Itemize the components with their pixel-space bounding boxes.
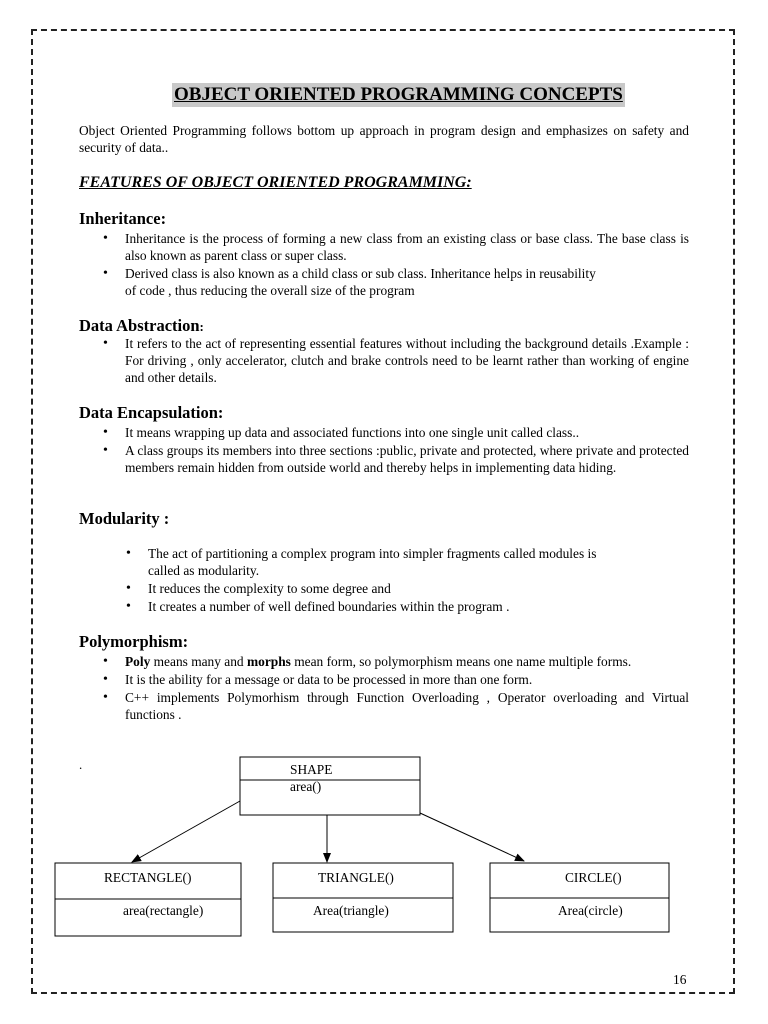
- poly-text-2: mean form, so polymorphism means one name multiple forms.: [290, 654, 632, 669]
- list-item: • It is the ability for a message or data to be processed in more than one form.: [100, 671, 689, 688]
- shape-name: SHAPE: [290, 762, 333, 777]
- list-item: • It means wrapping up data and associated functions into one single unit called class..: [100, 424, 689, 441]
- circle-name: CIRCLE(): [565, 870, 622, 885]
- arrow-to-rectangle: [132, 801, 240, 862]
- circle-method: Area(circle): [558, 903, 623, 918]
- encapsulation-heading: Data Encapsulation:: [79, 403, 224, 422]
- shape-method: area(): [290, 779, 322, 794]
- features-heading: FEATURES OF OBJECT ORIENTED PROGRAMMING:: [79, 174, 472, 191]
- list-item: • C++ implements Polymorhism through Function Overloading , Operator overloading and Virtual functions .: [100, 689, 689, 723]
- modularity-heading: Modularity :: [79, 509, 170, 528]
- list-item: • Derived class is also known as a child class or sub class. Inheritance helps in reusability of code , thus reducing the overall size of the program: [100, 265, 689, 299]
- list-item: • Inheritance is the process of forming a new class from an existing class or base class. The base class is also known as parent class or super class.: [100, 230, 689, 264]
- stray-dot: .: [79, 757, 83, 772]
- morphs-bold: morphs: [246, 654, 291, 669]
- poly-bold: Poly: [125, 654, 151, 669]
- list-item: • A class groups its members into three sections :public, private and protected, where private and protected members remain hidden from outside world and thereby helps in implementing data hiding.: [100, 442, 689, 476]
- polymorphism-heading: Polymorphism:: [79, 632, 189, 651]
- list-item: • It reduces the complexity to some degree and: [123, 580, 689, 597]
- intro-paragraph: Object Oriented Programming follows bottom up approach in program design and emphasizes on safety and security of data..: [79, 123, 689, 155]
- rectangle-name: RECTANGLE(): [104, 870, 192, 885]
- triangle-name: TRIANGLE(): [318, 870, 394, 885]
- triangle-method: Area(triangle): [313, 903, 389, 918]
- page-title: OBJECT ORIENTED PROGRAMMING CONCEPTS: [174, 84, 623, 105]
- list-item: • The act of partitioning a complex program into simpler fragments called modules is called as modularity.: [123, 545, 689, 579]
- abstraction-heading-colon: :: [199, 319, 204, 334]
- page-number: 16: [673, 972, 687, 987]
- inheritance-heading: Inheritance:: [79, 209, 167, 228]
- list-item: • It refers to the act of representing essential features without including the background details .Example : For driving , only accelerator, clutch and brake controls need to be learnt rather than working of engine and other details.: [100, 335, 689, 386]
- rectangle-method: area(rectangle): [123, 903, 204, 918]
- list-item: • It creates a number of well defined boundaries within the program .: [123, 598, 689, 615]
- poly-text-1: means many and: [150, 654, 247, 669]
- arrow-to-circle: [420, 813, 524, 861]
- abstraction-heading-text: Data Abstraction: [79, 316, 200, 335]
